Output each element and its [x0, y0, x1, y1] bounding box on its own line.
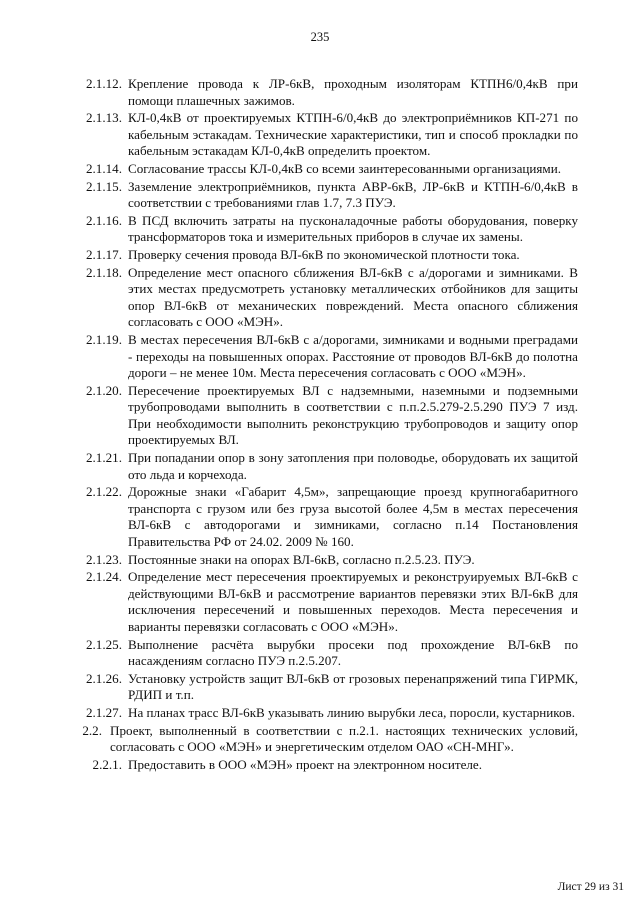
item-number: 2.1.22.	[85, 484, 122, 500]
list-item	[0, 383, 640, 449]
list-item	[0, 569, 640, 635]
list-item	[0, 637, 640, 670]
list-item	[0, 265, 640, 331]
list-item	[0, 179, 640, 212]
list-item	[0, 110, 640, 160]
item-number: 2.1.20.	[85, 382, 122, 398]
list-item	[0, 247, 640, 264]
item-text: В ПСД включить затраты на пусконаладочные работы оборудования, поверку трансформаторов тока и измерительных приборов в случае их замены.	[128, 212, 578, 245]
item-number: 2.1.21.	[85, 450, 122, 466]
subsection-item	[0, 757, 640, 774]
list-item	[0, 484, 640, 550]
item-number: 2.1.24.	[85, 569, 122, 585]
item-text: Заземление электроприёмников, пункта АВР-6кВ, ЛР-6кВ и КТПН-6/0,4кВ в соответствии с требованиями глав 1.7, 7.3 ПУЭ.	[128, 178, 578, 211]
subsection-number: 2.2.1.	[92, 756, 122, 772]
item-number: 2.1.17.	[85, 246, 122, 262]
page-number: 235	[310, 30, 330, 44]
item-text: При попадании опор в зону затопления при половодье, оборудовать их защитой ото льда и корчехода.	[128, 450, 578, 482]
list-item	[0, 213, 640, 246]
list-item	[0, 332, 640, 382]
list-item	[0, 552, 640, 569]
list-item	[0, 671, 640, 704]
item-text: В местах пересечения ВЛ-6кВ с а/дорогами, зимниками и водными преградами - переходы на повышенных опорах. Расстояние от проводов ВЛ-6кВ до полотна дороги – не менее 10м. Места пересечения согласовать с ООО «МЭН».	[128, 331, 578, 381]
item-number: 2.1.18.	[85, 264, 122, 280]
sheet-counter: Лист 29 из 31	[557, 881, 624, 893]
item-text: Проверку сечения провода ВЛ-6кВ по экономической плотности тока.	[128, 246, 520, 262]
item-text: Согласование трассы КЛ-0,4кВ со всеми заинтересованными организациями.	[128, 160, 561, 176]
item-text: Крепление провода к ЛР-6кВ, проходным изоляторам КТПН6/0,4кВ при помощи плашечных зажимов.	[128, 76, 578, 108]
item-number: 2.1.16.	[85, 212, 122, 228]
item-text: Определение мест опасного сближения ВЛ-6кВ с а/дорогами и зимниками. В этих местах предусмотреть установку металлических отбойников для защиты опор ВЛ-6кВ от механических повреждений. Места опасного сближения согласовать с ООО «МЭН».	[128, 264, 578, 330]
item-text: Постоянные знаки на опорах ВЛ-6кВ, согласно п.2.5.23. ПУЭ.	[128, 551, 475, 567]
document-body	[0, 76, 640, 774]
item-text: Пересечение проектируемых ВЛ с надземными, наземными и подземными трубопроводами выполнить в соответствии с п.п.2.5.279-2.5.290 ПУЭ 7 изд. При необходимости выполнить реконструкцию трубопроводов и защиту опор проектируемых ВЛ.	[128, 382, 578, 448]
item-text: Дорожные знаки «Габарит 4,5м», запрещающие проезд крупногабаритного транспорта с грузом или без груза высотой более 4,5м в местах пересечения ВЛ-6кВ с автодорогами и зимниками, согласно п.14 Постановления Правительства РФ от 24.02. 2009 № 160.	[128, 484, 578, 550]
item-text: Определение мест пересечения проектируемых и реконструируемых ВЛ-6кВ с действующими ВЛ-6кВ и рассмотрение вариантов перевязки этих ВЛ-6кВ для исключения пересечений и повышенных переходов. Места пересечения и варианты перевязки согласовать с ООО «МЭН».	[128, 569, 578, 634]
section-text: Проект, выполненный в соответствии с п.2.1. настоящих технических условий, согласовать с ООО «МЭН» и энергетическим отделом ОАО «СН-МНГ».	[110, 722, 578, 755]
section-number: 2.2.	[82, 722, 102, 738]
item-number: 2.1.19.	[85, 331, 122, 347]
list-item	[0, 161, 640, 178]
item-number: 2.1.14.	[85, 160, 122, 176]
item-number: 2.1.13.	[85, 110, 122, 126]
section-item	[0, 723, 640, 756]
item-number: 2.1.23.	[85, 551, 122, 567]
item-number: 2.1.26.	[85, 670, 122, 686]
list-item	[0, 450, 640, 483]
item-number: 2.1.12.	[85, 76, 122, 91]
item-number: 2.1.27.	[85, 704, 122, 720]
item-text: КЛ-0,4кВ от проектируемых КТПН-6/0,4кВ до электроприёмников КП-271 по кабельным эстакадам. Технические характеристики, тип и способ прокладки по кабельным эстакадам КЛ-0,4кВ определить проектом.	[128, 110, 578, 159]
list-item	[0, 76, 640, 109]
item-text: Установку устройств защит ВЛ-6кВ от грозовых перенапряжений типа ГИРМК, РДИП и т.п.	[128, 670, 578, 703]
item-text: На планах трасс ВЛ-6кВ указывать линию вырубки леса, поросли, кустарников.	[128, 704, 576, 720]
item-text: Выполнение расчёта вырубки просеки под прохождение ВЛ-6кВ по насаждениям согласно ПУЭ п.2.5.207.	[128, 636, 578, 669]
item-number: 2.1.25.	[85, 636, 122, 652]
item-number: 2.1.15.	[85, 178, 122, 194]
subsection-text: Предоставить в ООО «МЭН» проект на электронном носителе.	[128, 756, 483, 772]
list-item	[0, 705, 640, 722]
